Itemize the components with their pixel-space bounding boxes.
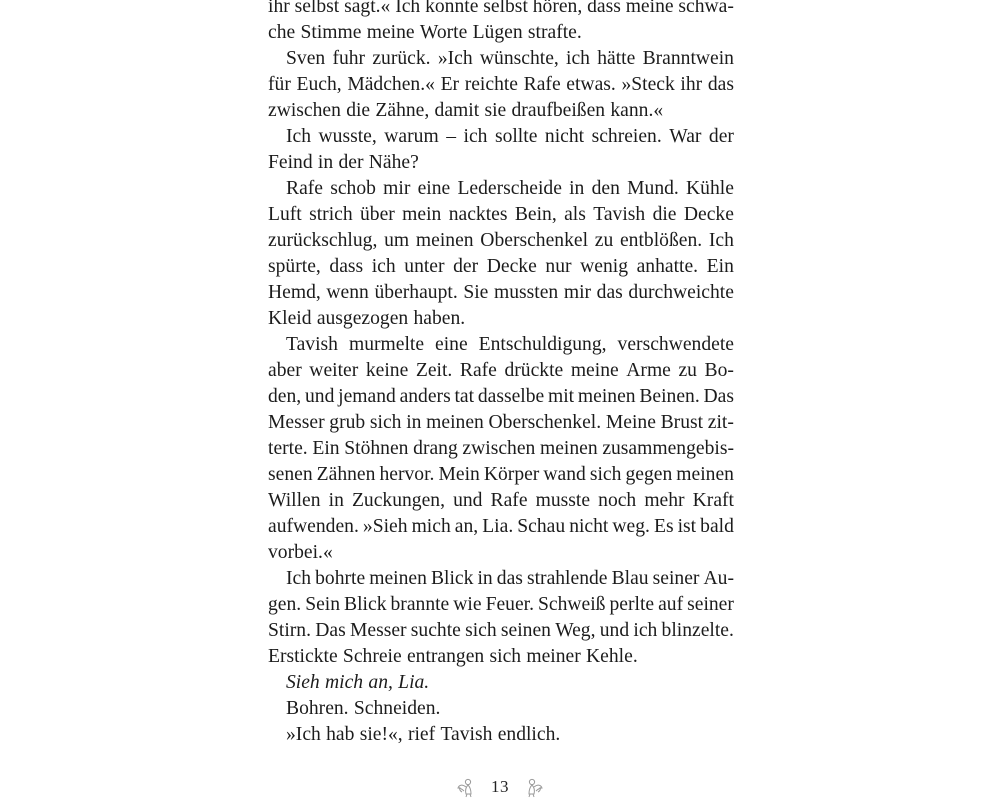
angel-ornament-icon [455, 776, 477, 798]
text-line: che Stimme meine Worte Lügen strafte. [268, 22, 582, 43]
text-line: vorbei.« [268, 542, 333, 563]
text-line: Ich bohrte meinen Blick in das strahlende Blau seiner Au- [286, 568, 734, 589]
text-line: Luft strich über mein nacktes Bein, als Tavish die Decke [268, 204, 734, 225]
text-line: Rafe schob mir eine Lederscheide in den Mund. Kühle [286, 178, 734, 199]
text-line: Erstickte Schreie entrangen sich meiner Kehle. [268, 646, 638, 667]
text-line: Messer grub sich in meinen Oberschenkel. Meine Brust zit- [268, 412, 734, 433]
text-line: aufwenden. »Sieh mich an, Lia. Schau nicht weg. Es ist bald [268, 516, 734, 537]
text-line: Hemd, wenn überhaupt. Sie mussten mir das durchweichte [268, 282, 734, 303]
text-line: zwischen die Zähne, damit sie draufbeißen kann.« [268, 100, 664, 121]
text-line: Sven fuhr zurück. »Ich wünschte, ich hätte Branntwein [286, 48, 734, 69]
text-line: zurückschlug, um meinen Oberschenkel zu entblößen. Ich [268, 230, 734, 251]
text-line: senen Zähnen hervor. Mein Körper wand sich gegen meinen [268, 464, 734, 485]
text-line: spürte, dass ich unter der Decke nur wenig anhatte. Ein [268, 256, 734, 277]
text-line: Bohren. Schneiden. [286, 698, 441, 719]
text-line: ihr selbst sagt.« Ich konnte selbst hören, dass meine schwa- [268, 0, 734, 17]
text-line: Kleid ausgezogen haben. [268, 308, 466, 329]
text-line: Tavish murmelte eine Entschuldigung, verschwendete [286, 334, 734, 355]
text-line: Sieh mich an, Lia. [286, 672, 430, 693]
text-line: Ich wusste, warum – ich sollte nicht schreien. War der [286, 126, 734, 147]
text-line: gen. Sein Blick brannte wie Feuer. Schweiß perlte auf seiner [268, 594, 734, 615]
page-footer [0, 774, 1000, 800]
text-line: den, und jemand anders tat dasselbe mit meinen Beinen. Das [268, 386, 734, 407]
text-line: Willen in Zuckungen, und Rafe musste noch mehr Kraft [268, 490, 734, 511]
angel-ornament-icon [523, 776, 545, 798]
text-line: Stirn. Das Messer suchte sich seinen Weg, und ich blinzelte. [268, 620, 734, 641]
book-page-text [268, 0, 734, 748]
page-number: 13 [491, 777, 509, 796]
text-line: aber weiter keine Zeit. Rafe drückte meine Arme zu Bo- [268, 360, 734, 381]
text-line: für Euch, Mädchen.« Er reichte Rafe etwas. »Steck ihr das [268, 74, 734, 95]
text-line: terte. Ein Stöhnen drang zwischen meinen zusammengebis- [268, 438, 734, 459]
text-line: Feind in der Nähe? [268, 152, 419, 173]
text-line: »Ich hab sie!«, rief Tavish endlich. [286, 724, 561, 745]
